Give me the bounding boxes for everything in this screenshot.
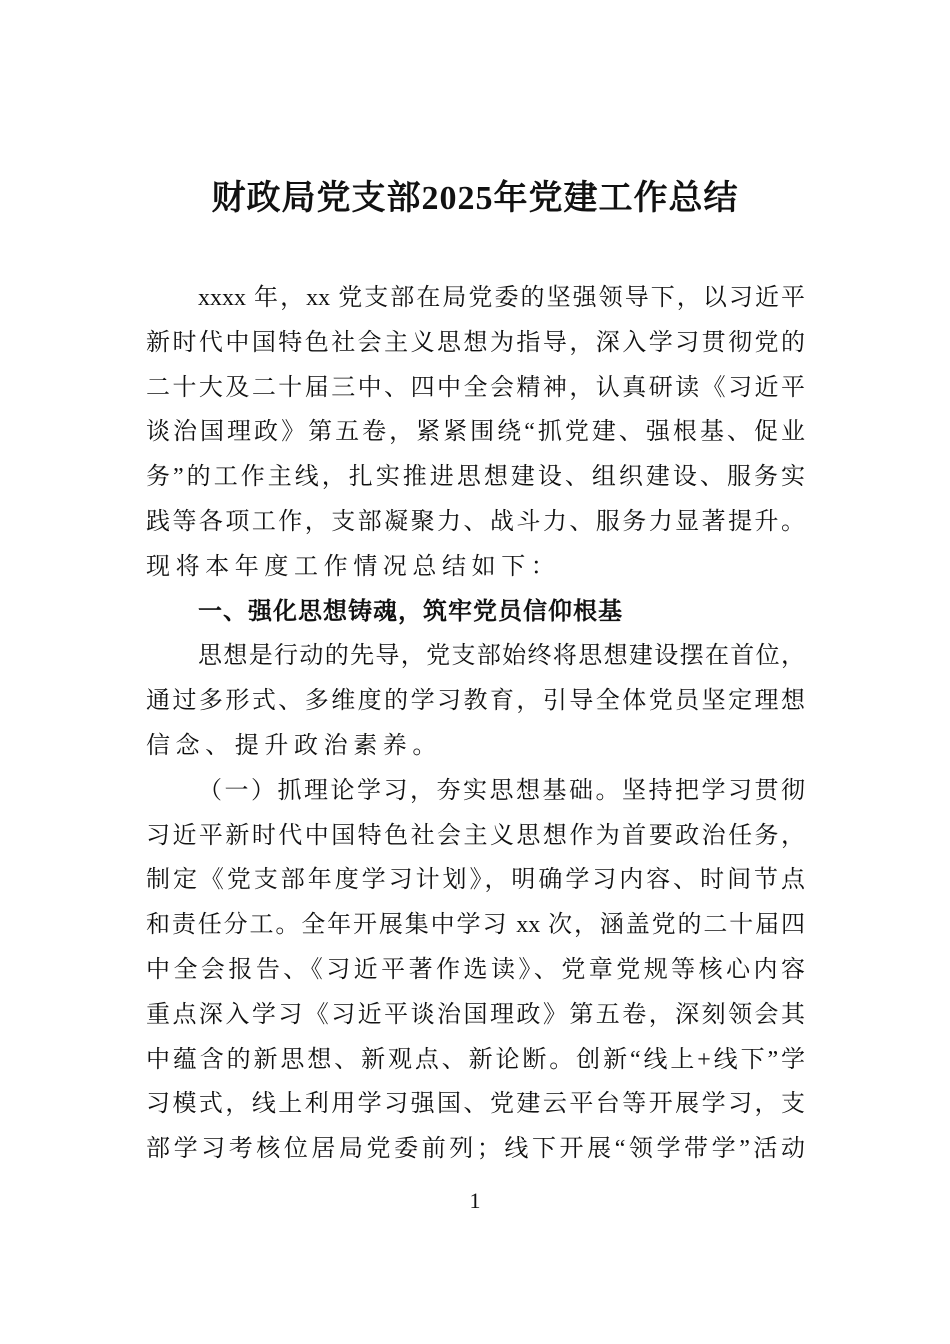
section-paragraph xyxy=(146,769,805,1172)
text-line: 新时代中国特色社会主义思想为指导，深入学习贯彻党的 xyxy=(146,329,805,356)
text-line: 谈治国理政》第五卷，紧紧围绕“抓党建、强根基、促业 xyxy=(146,419,805,446)
text-line: xxxx 年，xx 党支部在局党委的坚强领导下，以习近平 xyxy=(198,285,805,311)
text-line: 部学习考核位居局党委前列；线下开展“领学带学”活动 xyxy=(146,1136,805,1163)
text-line: 制定《党支部年度学习计划》，明确学习内容、时间节点 xyxy=(146,867,805,894)
text-line: 习模式，线上利用学习强国、党建云平台等开展学习，支 xyxy=(146,1091,805,1118)
document-body xyxy=(146,276,805,1172)
text-line: 二十大及二十届三中、四中全会精神，认真研读《习近平 xyxy=(146,374,805,401)
text-line: 重点深入学习《习近平谈治国理政》第五卷，深刻领会其 xyxy=(146,1001,805,1028)
text-line: 通过多形式、多维度的学习教育，引导全体党员坚定理想 xyxy=(146,688,805,715)
intro-paragraph xyxy=(146,276,805,590)
text-line: 信念、提升政治素养。 xyxy=(146,732,442,759)
text-line: 中蕴含的新思想、新观点、新论断。创新“线上+线下”学 xyxy=(146,1046,805,1073)
document-title: 财政局党支部2025年党建工作总结 xyxy=(211,180,739,217)
text-line: 思想是行动的先导，党支部始终将思想建设摆在首位， xyxy=(198,643,805,670)
section-paragraph xyxy=(146,634,805,768)
page-number: 1 xyxy=(469,1188,481,1213)
section-heading: 一、强化思想铸魂，筑牢党员信仰根基 xyxy=(198,597,623,625)
text-line: （一）抓理论学习，夯实思想基础。坚持把学习贯彻 xyxy=(198,777,805,804)
text-line: 践等各项工作，支部凝聚力、战斗力、服务力显著提升。 xyxy=(146,508,805,535)
text-line: 和责任分工。全年开展集中学习 xx 次，涵盖党的二十届四 xyxy=(146,912,805,939)
text-line: 习近平新时代中国特色社会主义思想作为首要政治任务， xyxy=(146,822,805,849)
text-line: 务”的工作主线，扎实推进思想建设、组织建设、服务实 xyxy=(146,464,805,491)
text-line: 中全会报告、《习近平著作选读》、党章党规等核心内容 xyxy=(146,956,805,983)
text-line: 现将本年度工作情况总结如下： xyxy=(146,553,561,580)
